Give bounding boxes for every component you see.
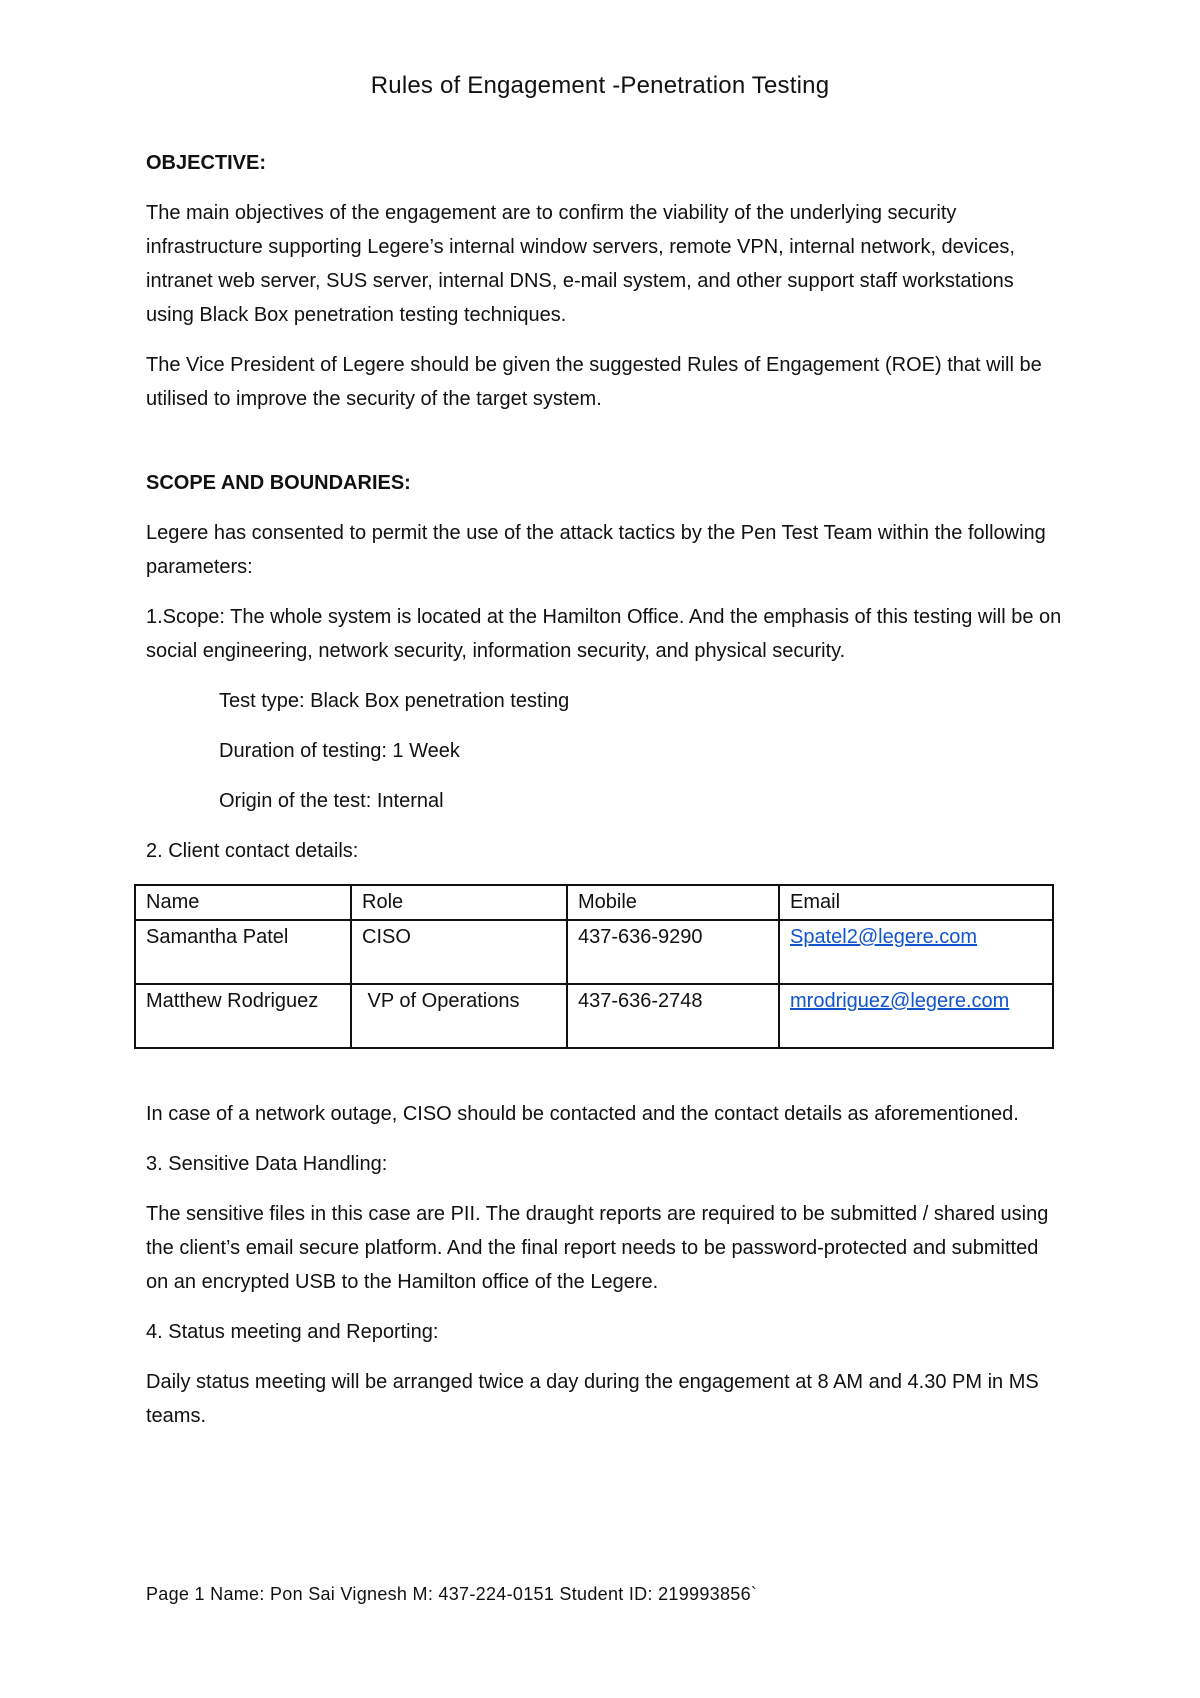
contact-email-cell [779, 984, 1053, 1048]
test-origin: Origin of the test: Internal [219, 790, 444, 812]
client-contact-heading: 2. Client contact details: [146, 840, 359, 862]
outage-note: In case of a network outage, CISO should be contacted and the contact details as aforementioned. [146, 1103, 1019, 1125]
scope-heading: SCOPE AND BOUNDARIES: [146, 472, 411, 494]
column-header-email: Email [779, 885, 1053, 920]
client-contact-table [134, 884, 1054, 1049]
contact-role: VP of Operations [351, 984, 567, 1048]
contact-mobile: 437-636-2748 [567, 984, 779, 1048]
sensitive-data-heading: 3. Sensitive Data Handling: [146, 1153, 388, 1175]
contact-email-link[interactable]: Spatel2@legere.com [790, 926, 978, 948]
table-row [135, 984, 1053, 1048]
column-header-role: Role [351, 885, 567, 920]
scope-item-1: 1.Scope: The whole system is located at the Hamilton Office. And the emphasis of this testing will be on social engineering, network security, information security, and physical security. [146, 606, 1062, 662]
objective-paragraph-2: The Vice President of Legere should be given the suggested Rules of Engagement (ROE) that will be utilised to improve the security of the target system. [146, 354, 1042, 410]
contact-role: CISO [351, 920, 567, 984]
contact-email-cell [779, 920, 1053, 984]
table-header-row [135, 885, 1053, 920]
test-type: Test type: Black Box penetration testing [219, 690, 570, 712]
contact-email-link[interactable]: mrodriguez@legere.com [790, 990, 1010, 1012]
objective-paragraph-1: The main objectives of the engagement are to confirm the viability of the underlying security infrastructure supporting Legere’s internal window servers, remote VPN, internal network, devices, intranet web server, SUS server, internal DNS, e-mail system, and other support staff workstations using Black Box penetration testing techniques. [146, 202, 1015, 326]
scope-intro: Legere has consented to permit the use of the attack tactics by the Pen Test Team within the following parameters: [146, 522, 1046, 578]
test-duration: Duration of testing: 1 Week [219, 740, 460, 762]
contact-name: Matthew Rodriguez [135, 984, 351, 1048]
contact-mobile: 437-636-9290 [567, 920, 779, 984]
sensitive-data-text: The sensitive files in this case are PII. The draught reports are required to be submitted / shared using the client’s email secure platform. And the final report needs to be password-protected and submitted on an encrypted USB to the Hamilton office of the Legere. [146, 1203, 1049, 1293]
document-title: Rules of Engagement -Penetration Testing [370, 72, 830, 99]
column-header-mobile: Mobile [567, 885, 779, 920]
status-meeting-heading: 4. Status meeting and Reporting: [146, 1321, 439, 1343]
spacer [146, 432, 1066, 466]
page-footer: Page 1 Name: Pon Sai Vignesh M: 437-224-0151 Student ID: 219993856` [146, 1584, 758, 1604]
table-row [135, 920, 1053, 984]
document-body [146, 146, 1066, 1449]
contact-name: Samantha Patel [135, 920, 351, 984]
column-header-name: Name [135, 885, 351, 920]
objective-heading: OBJECTIVE: [146, 152, 267, 174]
status-meeting-text: Daily status meeting will be arranged twice a day during the engagement at 8 AM and 4.30 PM in MS teams. [146, 1371, 1039, 1427]
